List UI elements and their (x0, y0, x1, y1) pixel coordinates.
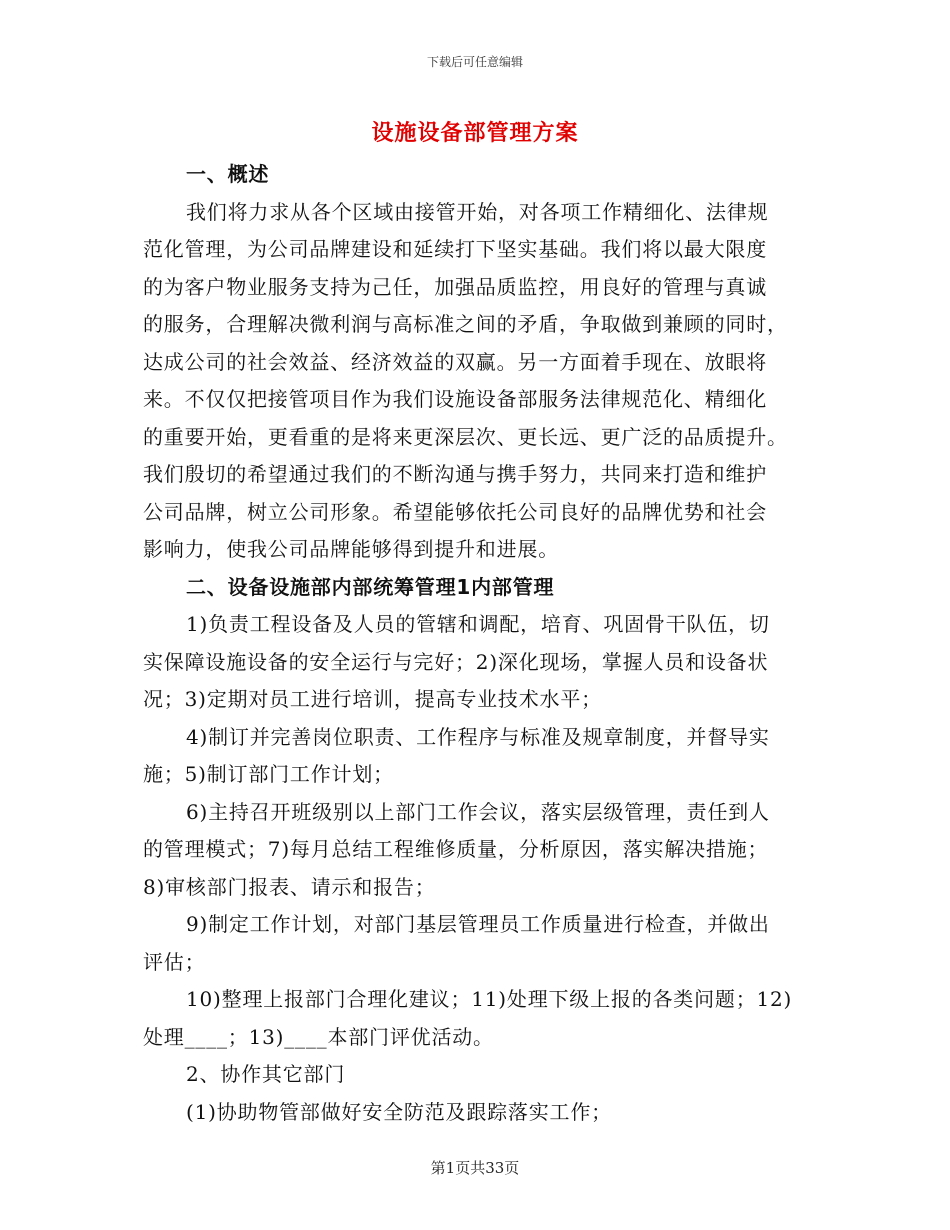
text-line: 影响力，使我公司品牌能够得到提升和进展。 (143, 537, 559, 561)
text-line: (1)协助物管部做好安全防范及跟踪落实工作； (186, 1099, 612, 1124)
document-title: 设施设备部管理方案 (371, 121, 579, 146)
text-line: 2、协作其它部门 (186, 1062, 346, 1086)
text-line: 6)主持召开班级别以上部门工作会议，落实层级管理，责任到人 (186, 799, 770, 824)
text-line: 来。不仅仅把接管项目作为我们设施设备部服务法律规范化、精细化 (143, 387, 767, 411)
text-line: 的服务，合理解决微利润与高标准之间的矛盾，争取做到兼顾的同时， (143, 312, 788, 336)
text-line: 评估； (143, 949, 206, 974)
text-line: 我们殷切的希望通过我们的不断沟通与携手努力，共同来打造和维护 (143, 462, 767, 486)
text-line: 1)负责工程设备及人员的管辖和调配，培育、巩固骨干队伍，切 (186, 612, 770, 636)
text-line: 范化管理，为公司品牌建设和延续打下坚实基础。我们将以最大限度 (143, 237, 767, 261)
text-line: 8)审核部门报表、请示和报告； (143, 874, 436, 899)
page-footer: 第1页共33页 (430, 1159, 520, 1177)
text-line: 的重要开始，更看重的是将来更深层次、更长远、更广泛的品质提升。 (143, 424, 788, 449)
text-line: 的管理模式；7)每月总结工程维修质量，分析原因，落实解决措施； (143, 837, 769, 861)
text-line: 达成公司的社会效益、经济效益的双赢。另一方面着手现在、放眼将 (143, 349, 767, 374)
text-line: 施；5)制订部门工作计划； (143, 762, 394, 786)
text-line: 9)制定工作计划，对部门基层管理员工作质量进行检查，并做出 (186, 912, 770, 936)
text-line: 处理____；13)____本部门评优活动。 (143, 1024, 494, 1049)
section-heading: 一、概述 (186, 162, 270, 186)
header-note: 下载后可任意编辑 (426, 55, 523, 69)
text-line: 4)制订并完善岗位职责、工作程序与标准及规章制度，并督导实 (186, 724, 770, 749)
text-line: 公司品牌，树立公司形象。希望能够依托公司良好的品牌优势和社会 (143, 499, 767, 524)
document-body (143, 156, 807, 1131)
text-line: 我们将力求从各个区域由接管开始，对各项工作精细化、法律规 (186, 199, 769, 224)
text-line: 况；3)定期对员工进行培训，提高专业技术水平； (143, 687, 602, 711)
text-line: 实保障设施设备的安全运行与完好；2)深化现场，掌握人员和设备状 (143, 649, 769, 674)
section-heading: 二、设备设施部内部统筹管理1内部管理 (186, 574, 555, 599)
text-line: 10)整理上报部门合理化建议；11)处理下级上报的各类问题；12) (186, 987, 793, 1011)
text-line: 的为客户物业服务支持为己任，加强品质监控，用良好的管理与真诚 (143, 274, 767, 299)
